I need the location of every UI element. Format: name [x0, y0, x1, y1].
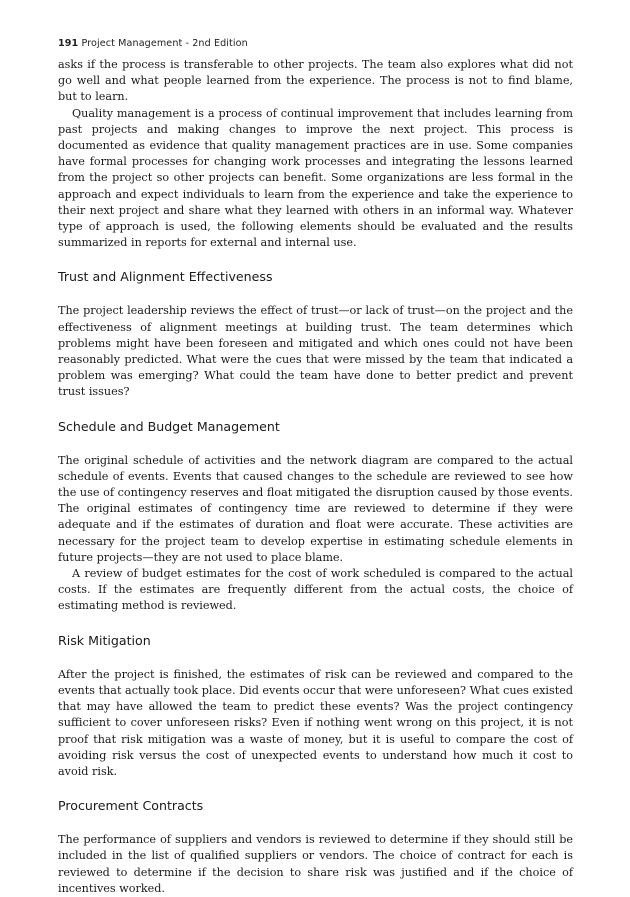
risk-paragraph: After the project is finished, the estimates of risk can be reviewed and compared to the events that actually took place. Did events occur that were unforeseen? What cues existed that may have allowed the team to predict these events? Was the project contingency sufficient to cover unforeseen risks? Even if nothing went wrong on this project, it is not proof that risk mitigation was a waste of money, but it is useful to compare the cost of avoiding risk versus the cost of unexpected events to understand how much it cost to avoid risk.: [58, 667, 573, 778]
intro-paragraph-continued: asks if the process is transferable to other projects. The team also explores what did not go well and what people learned from the experience. The process is not to find blame, but to learn.: [58, 58, 573, 104]
page-number: 191: [58, 38, 79, 49]
trust-paragraph: The project leadership reviews the effect of trust—or lack of trust—on the project and the effectiveness of alignment meetings at building trust. The team determines which problems might have been foreseen and mitigated and which ones could not have been reasonably predicted. What were the cues that were missed by the team that indicated a problem was emerging? What could the team have done to better predict and prevent trust issues?: [58, 304, 573, 399]
page-body: [58, 57, 573, 897]
section-heading-trust: Trust and Alignment Effectiveness: [58, 269, 273, 285]
section-heading-procurement: Procurement Contracts: [58, 798, 204, 814]
quality-management-paragraph: Quality management is a process of continual improvement that includes learning from past projects and making changes to improve the next project. This process is documented as evidence that quality management practices are in use. Some companies have formal processes for changing work processes and integrating the lessons learned from the project so other projects can benefit. Some organizations are less formal in the approach and expect individuals to learn from the experience and take the experience to their next project and share what they learned with others in an informal way. Whatever type of approach is used, the following elements should be evaluated and the results summarized in reports for external and internal use.: [58, 106, 573, 250]
section-heading-schedule: Schedule and Budget Management: [58, 418, 280, 434]
schedule-paragraph: The original schedule of activities and the network diagram are compared to the actual schedule of events. Events that caused changes to the schedule are reviewed to see how the use of contingency reserves and float mitigated the disruption caused by those events. The original estimates of contingency time are reviewed to determine if they were adequate and if the estimates of duration and float were accurate. These activities are necessary for the project team to develop expertise in estimating schedule elements in future projects—they are not used to place blame.: [58, 453, 573, 564]
procurement-paragraph: The performance of suppliers and vendors is reviewed to determine if they should still be included in the list of qualified suppliers or vendors. The choice of contract for each is reviewed to determine if the decision to share risk was justified and if the choice of incentives worked.: [58, 833, 573, 895]
budget-paragraph: A review of budget estimates for the cost of work scheduled is compared to the actual costs. If the estimates are frequently different from the actual costs, the choice of estimating method is reviewed.: [58, 567, 573, 613]
running-header: [58, 38, 248, 49]
section-heading-risk: Risk Mitigation: [58, 632, 151, 648]
book-title: Project Management - 2nd Edition: [81, 38, 248, 49]
